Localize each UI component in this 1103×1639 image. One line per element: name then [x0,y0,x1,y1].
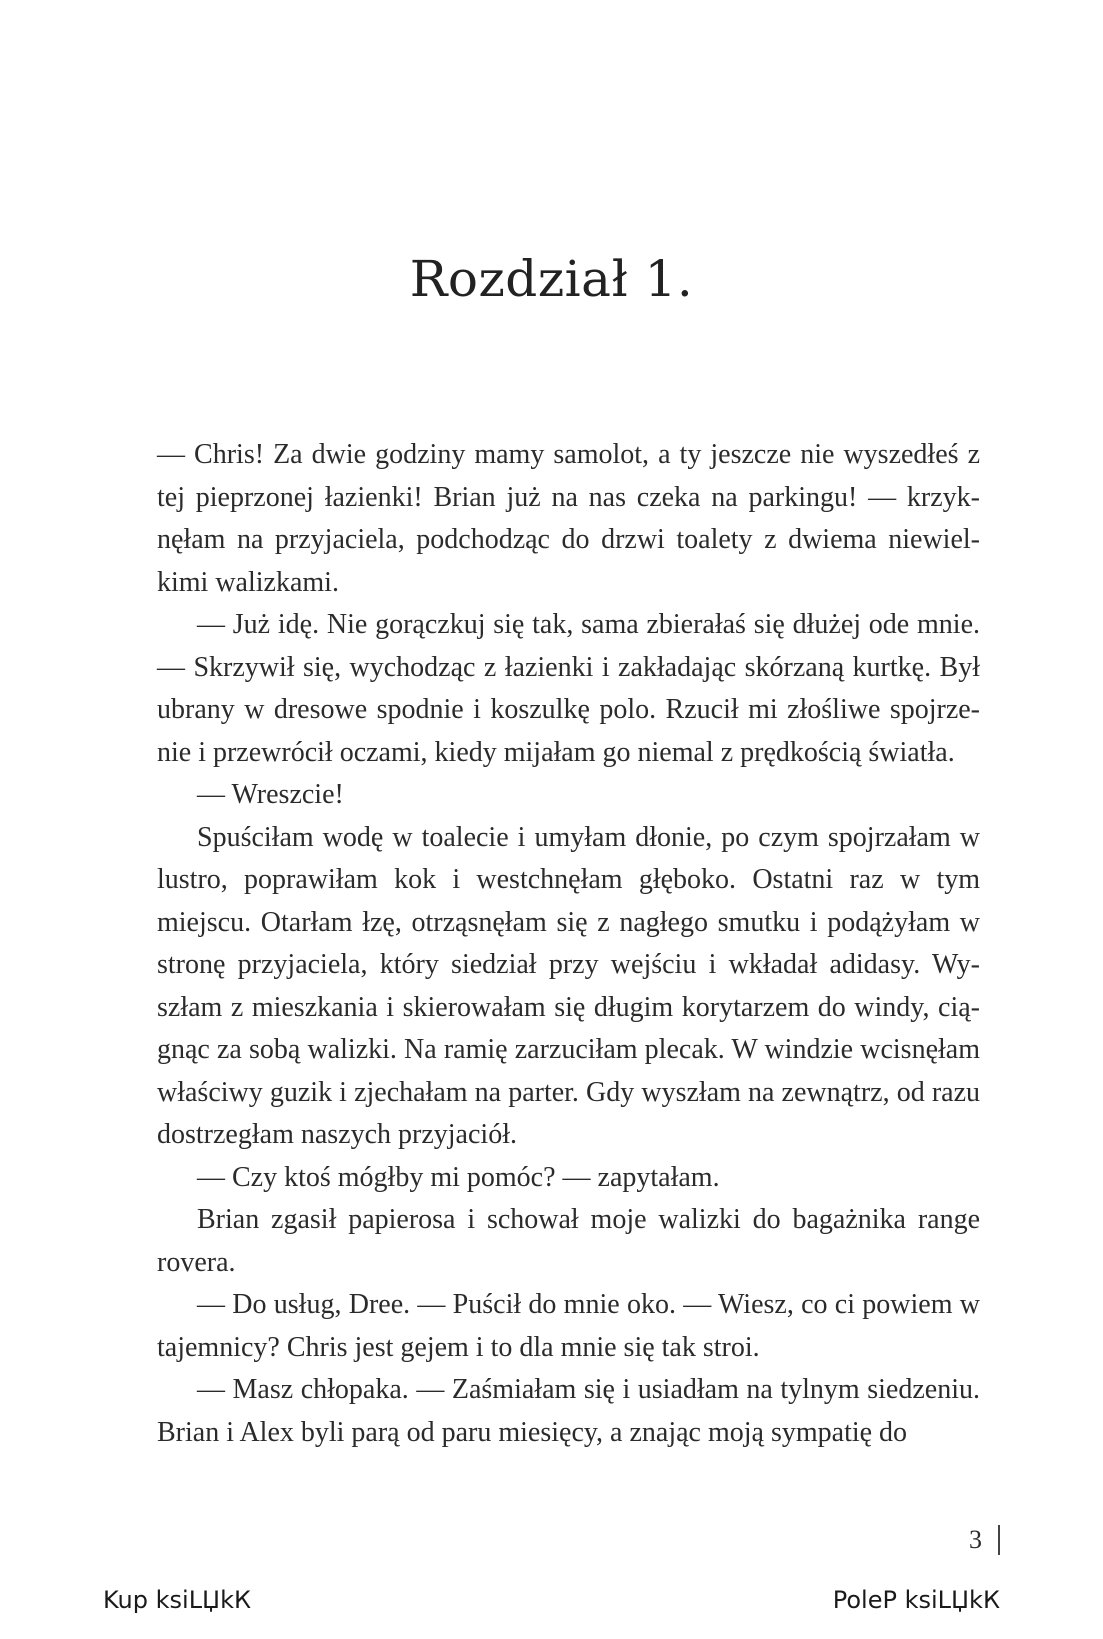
page-number-block [969,1525,1000,1555]
buy-book-link[interactable]: Kup ksiLЏkК [103,1586,252,1614]
recommend-book-link[interactable]: PoleР ksiLЏkК [832,1586,1000,1614]
page-number: 3 [969,1525,982,1554]
paragraph: — Wreszcie! [197,779,344,810]
paragraph: — Już idę. Nie gorączkuj się tak, sama zbierałaś się dłużej ode mnie. — Skrzywił się, wychodząc z łazienki i zakładając skórzaną kurtkę. Był ubrany w dresowe spodnie i koszulkę polo. Rzucił mi złośliwe spojrzenie i przewrócił oczami, kiedy mijałam go niemal z prędkością światła. [157,609,980,768]
paragraph: Spuściłam wodę w toalecie i umyłam dłonie, po czym spojrzałam w lustro, poprawiłam kok i westchnęłam głęboko. Ostatni raz w tym miejscu. Otarłam łzę, otrząsnęłam się z nagłego smutku i podążyłam w stronę przyjaciela, który siedział przy wejściu i wkładał adidasy. Wyszłam z mieszkania i skierowałam się długim korytarzem do windy, ciągnąc za sobą walizki. Na ramię zarzuciłam plecak. W windzie wcisnęłam właściwy guzik i zjechałam na parter. Gdy wyszłam na zewnątrz, od razu dostrzegłam naszych przyjaciół. [157,821,980,1150]
paragraph: — Do usług, Dree. — Puścił do mnie oko. — Wiesz, co ci powiem w tajemnicy? Chris jest gejem i to dla mnie się tak stroi. [157,1289,980,1363]
paragraph: — Czy ktoś mógłby mi pomóc? — zapytałam. [197,1161,720,1193]
paragraph: — Masz chłopaka. — Zaśmiałam się i usiadłam na tylnym siedzeniu. Brian i Alex byli parą od paru miesięcy, a znając moją sympatię do [157,1374,980,1448]
page-number-divider [998,1525,1000,1555]
paragraph: — Chris! Za dwie godziny mamy samolot, a ty jeszcze nie wyszedłeś z tej pieprzonej łazienki! Brian już na nas czeka na parkingu! — krzyknęłam na przyjaciela, podchodząc do drzwi toalety z dwiema niewielkimi walizkami. [157,439,980,598]
paragraph: Brian zgasił papierosa i schował moje walizki do bagażnika range rovera. [157,1204,980,1278]
chapter-title: Rozdział 1. [409,250,694,308]
chapter-body [157,434,980,1454]
